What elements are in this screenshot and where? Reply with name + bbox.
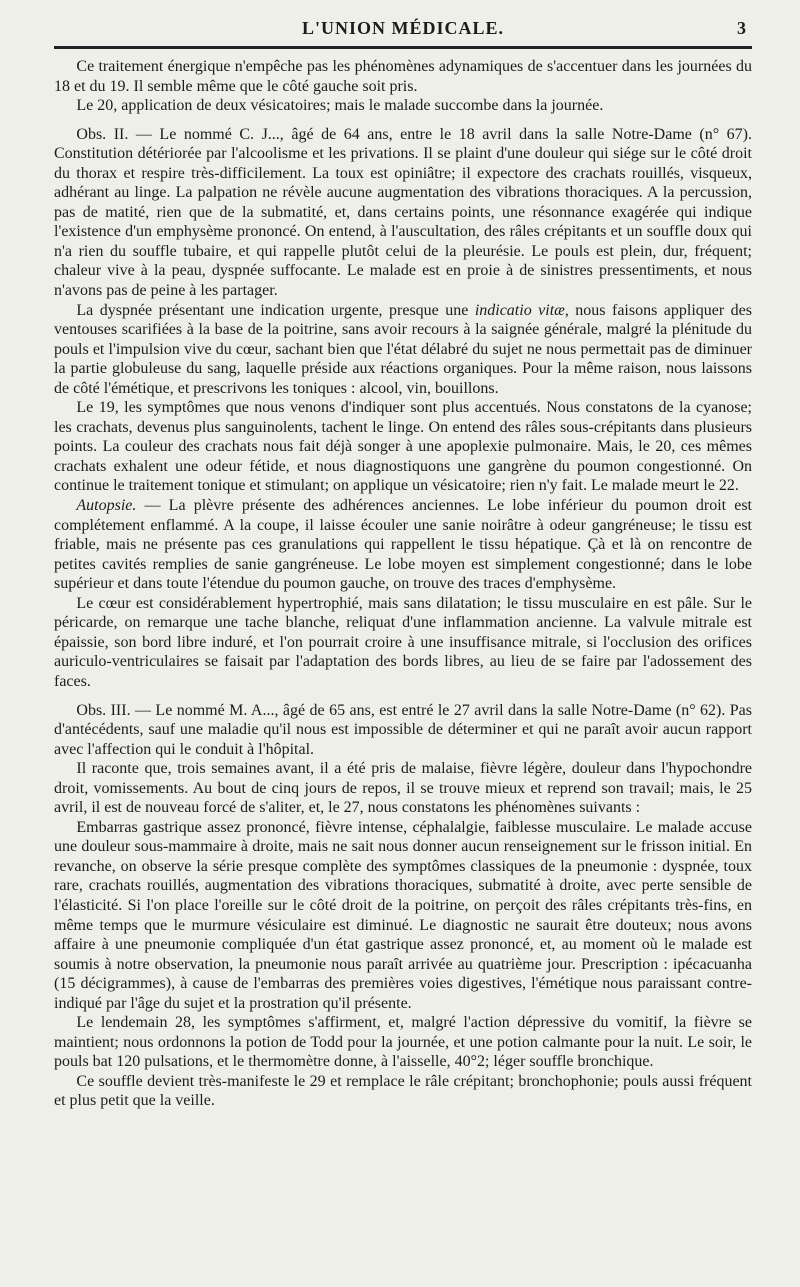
page-number: 3 — [737, 18, 746, 38]
observation-paragraph: Obs. II. — Le nommé C. J..., âgé de 64 ans, entre le 18 avril dans la salle Notre-Dame (n° 67). Constitution détériorée par l'alcoolisme et les privations. Il se plaint d'une douleur qui siége sur le côté droit du thorax et respire très-difficilement. La toux est opiniâtre; il expectore des crachats rouillés, visqueux, adhérant au linge. La palpation ne révèle aucune augmentation des vibrations thoraciques. A la percussion, pas de matité, rien que de la submatité, et, dans certains points, une résonnance exagérée qui indique l'existence d'un emphysème prononcé. On entend, à l'auscultation, des râles crépitants et un souffle doux qui n'a rien du souffle tubaire, et qui rappelle plutôt celui de la pleurésie. Le pouls est plein, dur, fréquent; chaleur vive à la peau, dyspnée suffocante. Le malade est en proie à de sinistres pressentiments, et nous n'avons pas de peine à les partager. — [54, 125, 752, 300]
autopsy-label: Autopsie. — [76, 497, 137, 515]
paragraph: Le lendemain 28, les symptômes s'affirment, et, malgré l'action dépressive du vomitif, la fièvre se maintient; nous ordonnons la potion de Todd pour la journée, et une potion calmante pour la nuit. Le soir, le pouls bat 120 pulsations, et le thermomètre donne, à l'aisselle, 40°2; léger souffle bronchique. — [54, 1014, 752, 1071]
text-run: — La plèvre présente des adhérences anciennes. Le lobe inférieur du poumon droit est complétement enflammé. A la coupe, il laisse écouler une sanie noirâtre à odeur gangréneuse; le tissu est friable, mais ne présente pas ces granulations qui rappellent le tissu hépatique. Çà et là on rencontre de petites cavités remplies de sanie gangréneuse. Le lobe moyen est simplement congestionné; dans le lobe supérieur et dans toute l'étendue du poumon gauche, on trouve des traces d'emphysème. — [54, 497, 752, 593]
latin-phrase: indicatio vitæ — [474, 301, 565, 319]
paragraph: Le cœur est considérablement hypertrophié, mais sans dilatation; le tissu musculaire en est pâle. Sur le péricarde, on remarque une tache blanche, reliquat d'une inflammation ancienne. La valvule mitrale est épaissie, son bord libre induré, et l'on pourrait croire à une insuffisance mitrale, si l'occlusion des orifices auriculo-ventriculaires se faisait par l'adaptation des bords libres, au lieu de se faire par l'adossement des faces. — [54, 594, 752, 690]
paragraph — [54, 496, 752, 594]
text-run: La dyspnée présentant une indication urgente, presque une — [76, 301, 475, 319]
paragraph — [54, 301, 752, 399]
paragraph: Le 19, les symptômes que nous venons d'indiquer sont plus accentués. Nous constatons de la cyanose; les crachats, devenus plus sanguinolents, tachent le linge. On entend des râles sous-crépitants dans plusieurs points. La couleur des crachats nous fait déjà songer à une apoplexie pulmonaire. Mais, le 20, ces mêmes crachats exhalent une odeur fétide, et nous diagnostiquons une gangrène du poumon congestionné. On continue le traitement tonique et stimulant; on applique un vésicatoire; rien n'y fait. Le malade meurt le 22. — [54, 399, 752, 495]
body-text — [54, 57, 752, 1111]
paragraph: Le 20, application de deux vésicatoires; mais le malade succombe dans la journée. — [76, 97, 604, 115]
running-title: L'UNION MÉDICALE. — [301, 18, 505, 38]
paragraph: Embarras gastrique assez prononcé, fièvre intense, céphalalgie, faiblesse musculaire. Le malade accuse une douleur sous-mammaire à droite, mais ne sait nous donner aucun renseignement sur le frisson initial. En revanche, on observe la série presque complète des symptômes classiques de la pneumonie : dyspnée, toux rare, crachats rouillés, augmentation des vibrations thoraciques, submatité à droite, avec perte sensible de l'élasticité. Si l'on place l'oreille sur le côté droit de la poitrine, on perçoit des râles crépitants très-fins, en même temps que le murmure vésiculaire est diminué. Le diagnostic ne saurait être douteux; nous avons affaire à une pneumonie compliquée d'un état gastrique assez prononcé, et, au moment où le malade est soumis à notre observation, la pneumonie nous paraît arrivée au quatrième jour. Prescription : ipécacuanha (15 décigrammes), à cause de l'embarras des premières voies digestives, l'émétique nous paraissant contre-indiqué par l'âge du sujet et la prostration qu'il présente. — [54, 818, 752, 1012]
text-run: , nous faisons appliquer des ventouses scarifiées à la base de la poitrine, sans avoir recours à la saignée générale, malgré la plénitude du pouls et l'impulsion vive du cœur, sachant bien que l'état délabré du sujet ne nous permettait pas de diminuer la partie globuleuse du sang, laquelle préside aux réactions organiques. Pour la même raison, nous laissons de côté l'émétique, et prescrivons les toniques : alcool, vin, bouillons. — [54, 301, 752, 397]
header-rule — [54, 46, 752, 49]
page-header — [54, 14, 752, 42]
paragraph: Ce souffle devient très-manifeste le 29 et remplace le râle crépitant; bronchophonie; pouls aussi fréquent et plus petit que la veille. — [54, 1072, 752, 1110]
paragraph: Il raconte que, trois semaines avant, il a été pris de malaise, fièvre légère, douleur dans l'hypochondre droit, vomissements. Au bout de cinq jours de repos, il se trouve mieux et reprend son travail; mais, le 25 avril, il est de nouveau forcé de s'aliter, et, le 27, nous constatons les phénomènes suivants : — [54, 760, 752, 817]
observation-paragraph: Obs. III. — Le nommé M. A..., âgé de 65 ans, est entré le 27 avril dans la salle Notre-Dame (n° 62). Pas d'antécédents, sauf une maladie qu'il nous est impossible de déterminer et qui ne paraît avoir aucun rapport avec l'affection qui le conduit à l'hôpital. — [54, 701, 752, 758]
paragraph: Ce traitement énergique n'empêche pas les phénomènes adynamiques de s'accentuer dans les journées du 18 et du 19. Il semble même que le côté gauche soit pris. — [54, 58, 752, 95]
